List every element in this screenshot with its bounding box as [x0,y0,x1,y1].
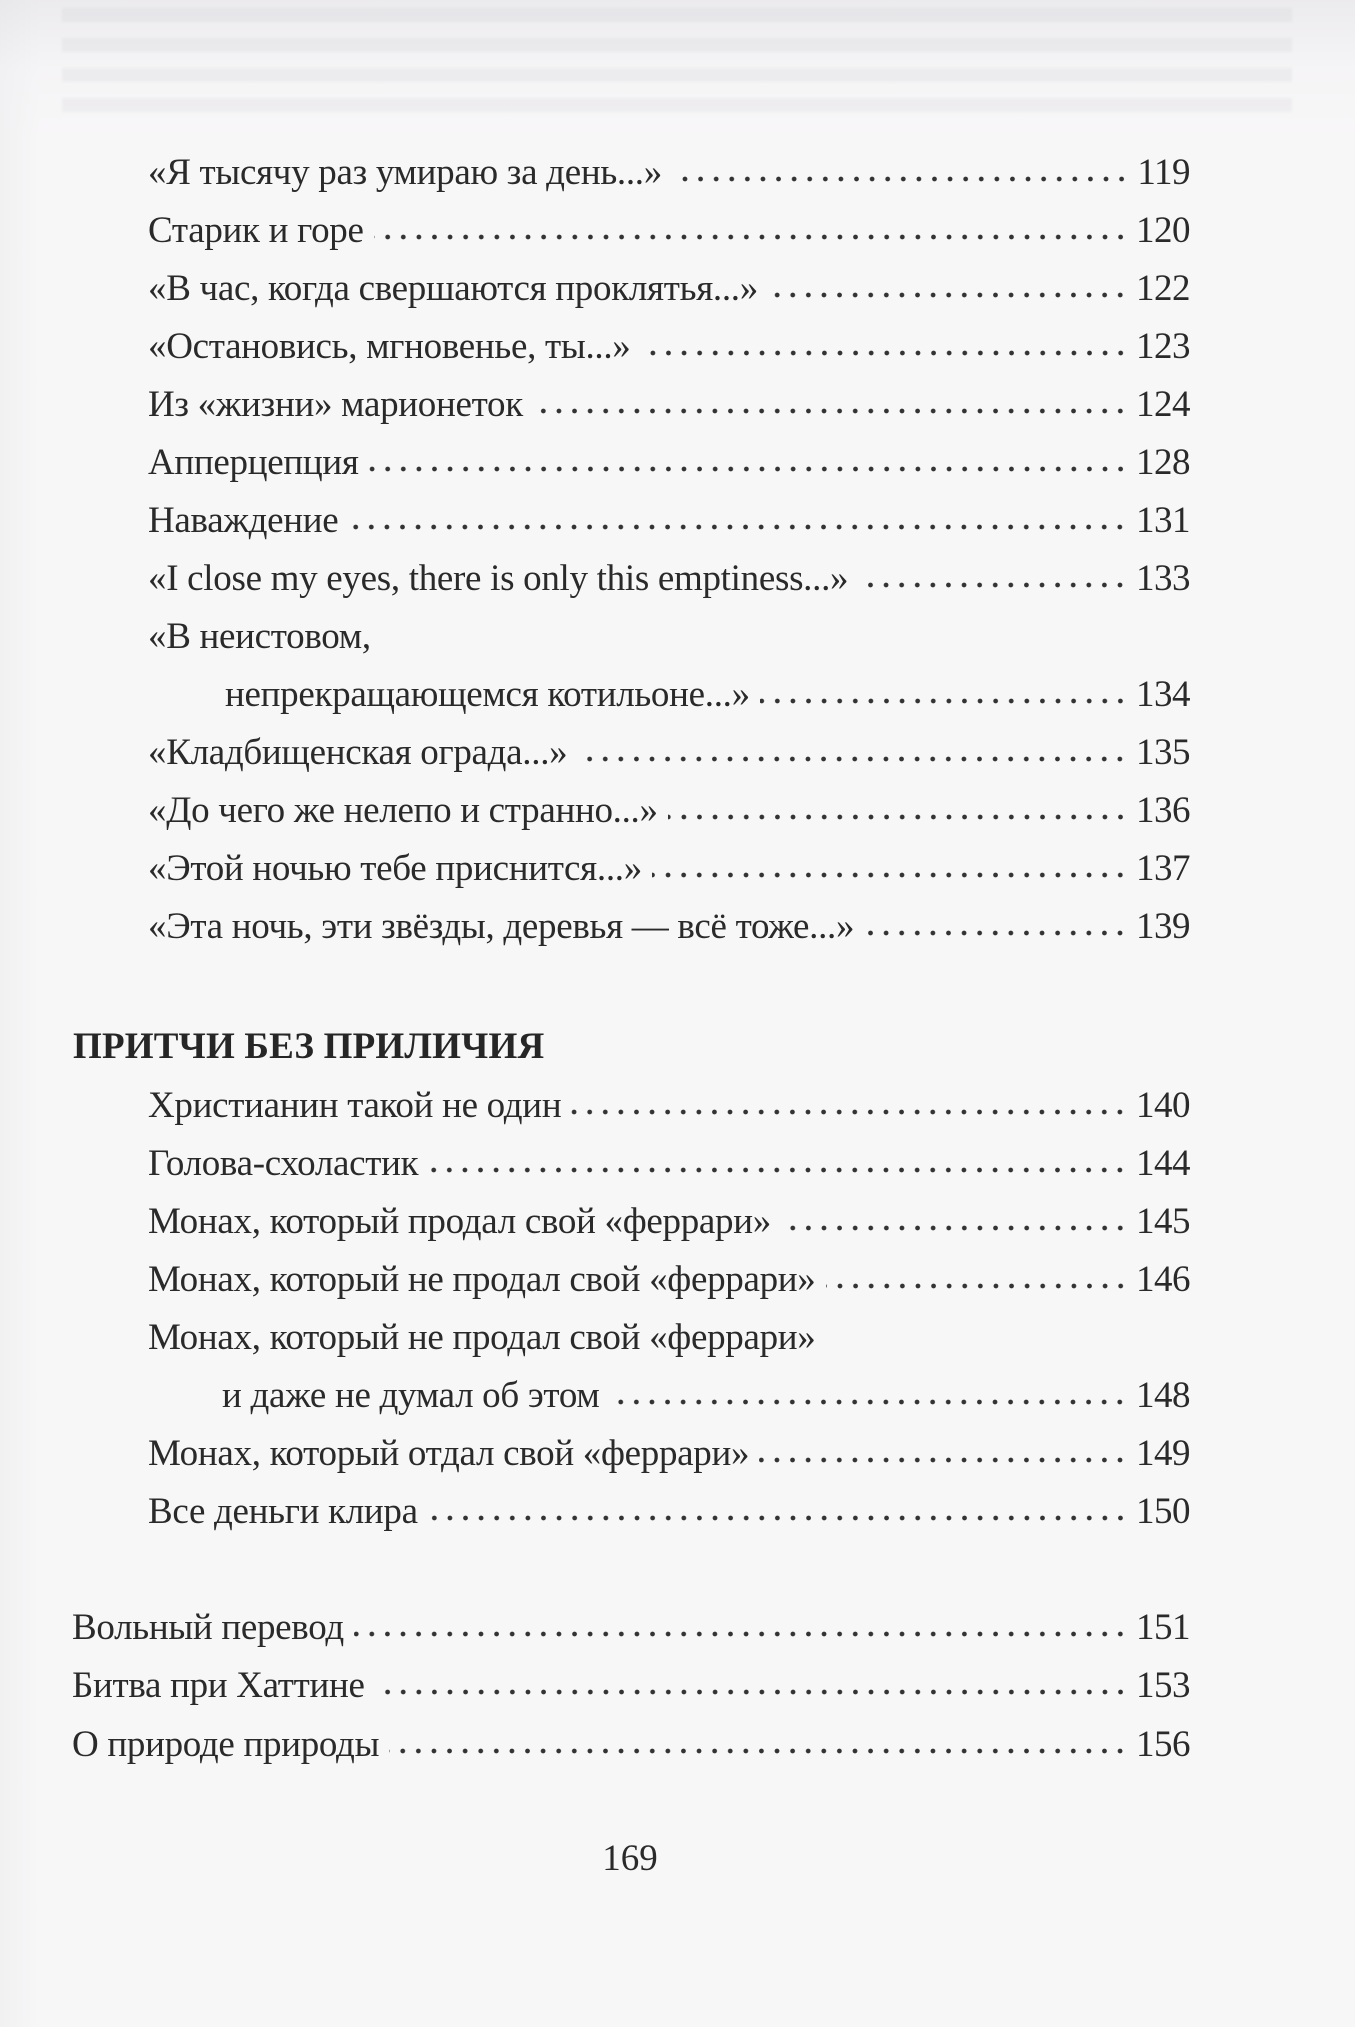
toc-entry[interactable] [148,438,1190,488]
dot-leader [428,1514,1128,1522]
toc-entry-page: 123 [1136,326,1190,367]
dot-leader [348,523,1128,531]
dot-leader [826,1282,1128,1290]
toc-entry[interactable] [148,1487,1190,1537]
toc-entry[interactable] [148,1139,1190,1189]
dot-leader [354,1630,1128,1638]
toc-entry[interactable] [148,1197,1190,1247]
toc-entry-title: Христианин такой не один [148,1085,562,1126]
toc-entry-title: Старик и горе [148,210,364,251]
page-number: 169 [602,1838,658,1879]
toc-entry-page: 120 [1136,210,1190,251]
dot-leader [768,291,1128,299]
toc-entry[interactable] [72,1720,1190,1770]
toc-entry-page: 151 [1136,1607,1190,1648]
toc-entry-title: Монах, который отдал свой «феррари» [148,1433,750,1474]
dot-leader [641,349,1129,357]
dot-leader [858,581,1128,589]
toc-entry-title: Монах, который не продал свой «феррари» [148,1317,816,1358]
toc-entry-title: Битва при Хаттине [72,1665,365,1706]
toc-entry[interactable] [148,148,1190,198]
toc-entry-line-2[interactable] [222,1371,1190,1421]
toc-entry[interactable] [148,786,1190,836]
toc-entry[interactable] [148,844,1190,894]
toc-entry-title-continuation: и даже не думал об этом [222,1375,600,1416]
dot-leader [609,1398,1128,1406]
toc-entry[interactable] [148,206,1190,256]
dot-leader [652,871,1128,879]
toc-entry-page: 136 [1136,790,1190,831]
toc-entry-page: 122 [1136,268,1190,309]
toc-entry[interactable] [72,1661,1190,1711]
toc-entry[interactable] [148,728,1190,778]
toc-entry-title: «В неистовом, [148,616,371,657]
toc-entry-title: Голова-схоластик [148,1143,419,1184]
toc-entry-line-1[interactable] [148,612,1190,662]
toc-entry-line-1[interactable] [148,1313,1190,1363]
toc-entry[interactable] [148,496,1190,546]
toc-entry-title: Наваждение [148,500,339,541]
toc-entry-page: 124 [1136,384,1190,425]
dot-leader [428,1166,1128,1174]
toc-entry-title: Апперцепция [148,442,359,483]
toc-entry-page: 146 [1136,1259,1190,1300]
toc-entry-title: Монах, который не продал свой «феррари» [148,1259,816,1300]
toc-entry-page: 148 [1136,1375,1190,1416]
toc-entry-line-2[interactable] [225,670,1190,720]
toc-entry-title: Из «жизни» марионеток [148,384,523,425]
toc-entry[interactable] [148,1429,1190,1479]
toc-entry-page: 139 [1136,906,1190,947]
dot-leader [375,1688,1128,1696]
toc-entry-title: «Я тысячу раз умираю за день...» [148,152,662,193]
toc-entry[interactable] [148,902,1190,952]
toc-entry-title: «До чего же нелепо и странно...» [148,790,658,831]
toc-entry-title-continuation: непрекращающемся котильоне...» [225,674,750,715]
toc-entry-page: 150 [1136,1491,1190,1532]
toc-entry-page: 149 [1136,1433,1190,1474]
toc-entry-title: «В час, когда свершаются проклятья...» [148,268,758,309]
toc-entry-page: 131 [1136,500,1190,541]
toc-entry[interactable] [148,322,1190,372]
toc-entry-page: 134 [1136,674,1190,715]
toc-entry[interactable] [148,554,1190,604]
dot-leader [389,1747,1128,1755]
toc-entry-page: 135 [1136,732,1190,773]
dot-leader [577,755,1128,763]
dot-leader [781,1224,1128,1232]
toc-entry-page: 144 [1136,1143,1190,1184]
show-through-text [62,8,1292,118]
toc-entry-title: Все деньги клира [148,1491,418,1532]
toc-entry-title: «Этой ночью тебе приснится...» [148,848,642,889]
toc-entry[interactable] [148,264,1190,314]
toc-entry[interactable] [148,1081,1190,1131]
toc-entry-page: 128 [1136,442,1190,483]
dot-leader [374,233,1128,241]
toc-entry-page: 153 [1136,1665,1190,1706]
toc-entry-page: 145 [1136,1201,1190,1242]
dot-leader [759,1456,1128,1464]
toc-entry-title: Вольный перевод [72,1607,344,1648]
toc-entry-page: 156 [1136,1724,1190,1765]
toc-entry-title: О природе природы [72,1724,380,1765]
toc-entry-title: «Остановись, мгновенье, ты...» [148,326,631,367]
section-heading[interactable]: ПРИТЧИ БЕЗ ПРИЛИЧИЯ [73,1026,545,1067]
dot-leader [369,465,1128,473]
toc-entry-page: 119 [1137,152,1190,193]
dot-leader [571,1108,1128,1116]
toc-entry-title: «I close my eyes, there is only this emptiness...» [148,558,849,599]
toc-entry-title: «Кладбищенская ограда...» [148,732,568,773]
toc-entry-page: 140 [1136,1085,1190,1126]
dot-leader [672,175,1129,183]
toc-entry[interactable] [72,1603,1190,1653]
toc-entry[interactable] [148,1255,1190,1305]
toc-entry-title: «Эта ночь, эти звёзды, деревья — всё тоже...» [148,906,855,947]
toc-entry-page: 133 [1136,558,1190,599]
toc-entry-title: Монах, который продал свой «феррари» [148,1201,771,1242]
toc-entry-page: 137 [1136,848,1190,889]
dot-leader [864,929,1128,937]
dot-leader [760,697,1128,705]
dot-leader [533,407,1128,415]
toc-entry[interactable] [148,380,1190,430]
dot-leader [668,813,1128,821]
